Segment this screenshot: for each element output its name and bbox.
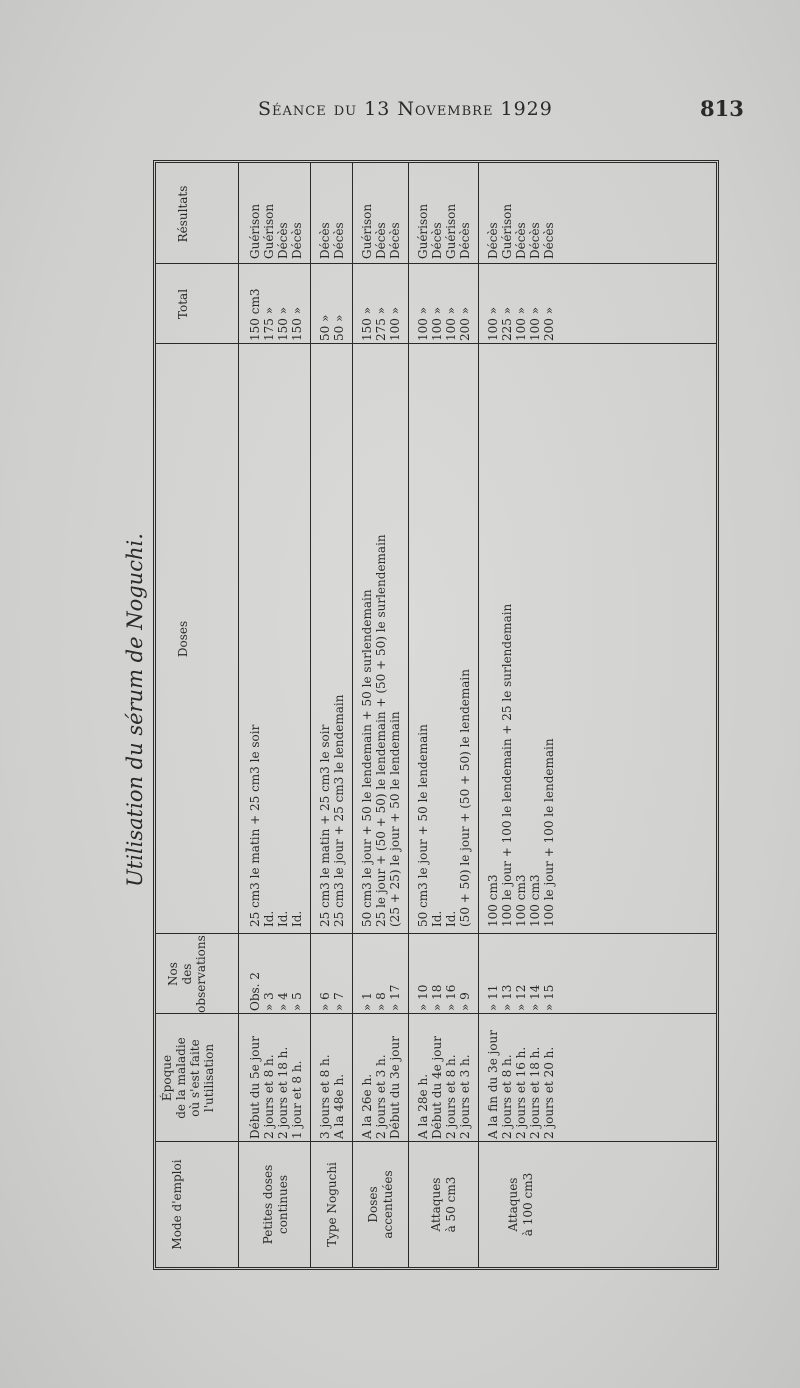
group-mode <box>429 1142 459 1267</box>
group-mode-line: à 50 cm3 <box>444 1176 458 1233</box>
cell-total: 50 » <box>318 314 332 341</box>
cell-total: 225 » <box>500 306 514 341</box>
cell-doses: 100 le jour + 100 le lendemain <box>542 738 556 927</box>
header-total: Total <box>176 288 190 320</box>
cell-epoque: 2 jours et 3 h. <box>374 1054 388 1139</box>
group-mode-line: Attaques <box>506 1177 520 1232</box>
header-line: des <box>180 963 194 985</box>
running-title: Séance du 13 Novembre 1929 <box>258 98 553 120</box>
cell-nos: » 8 <box>374 992 388 1011</box>
cell-total: 200 » <box>458 306 472 341</box>
group-mode <box>506 1142 536 1267</box>
cell-epoque: 2 jours et 18 h. <box>276 1046 290 1139</box>
column-rule <box>156 263 716 264</box>
cell-total: 100 » <box>444 306 458 341</box>
cell-epoque: A la fin du 3e jour <box>486 1029 500 1139</box>
cell-doses: 25 cm3 le jour + 25 cm3 le lendemain <box>332 694 346 927</box>
header-line: l'utilisation <box>202 1043 216 1113</box>
cell-epoque: 2 jours et 8 h. <box>444 1054 458 1139</box>
cell-epoque: Début du 3e jour <box>388 1036 402 1139</box>
cell-epoque: A la 48e h. <box>332 1073 346 1139</box>
cell-resultats: Décès <box>458 222 472 259</box>
cell-epoque: 2 jours et 20 h. <box>542 1046 556 1139</box>
header-line: où s'est faite <box>188 1039 202 1117</box>
header-doses: Doses <box>176 620 190 658</box>
cell-epoque: A la 26e h. <box>360 1073 374 1139</box>
column-rule <box>156 1013 716 1014</box>
cell-total: 150 » <box>360 306 374 341</box>
cell-nos: » 4 <box>276 992 290 1011</box>
group-mode-line: à 100 cm3 <box>521 1172 535 1237</box>
header-line: de la maladie <box>174 1037 188 1119</box>
running-header <box>0 96 800 126</box>
cell-nos: » 7 <box>332 992 346 1011</box>
cell-resultats: Décès <box>374 222 388 259</box>
cell-doses: 50 cm3 le jour + 50 le lendemain + 50 le surlendemain <box>360 589 374 927</box>
cell-doses: 100 cm3 <box>486 874 500 927</box>
group-rule <box>478 163 479 1267</box>
cell-epoque: Début du 4e jour <box>430 1036 444 1139</box>
cell-nos: » 5 <box>290 992 304 1011</box>
cell-epoque: 2 jours et 8 h. <box>500 1054 514 1139</box>
cell-total: 100 » <box>430 306 444 341</box>
group-rule <box>310 163 311 1267</box>
group-mode-line: Type Noguchi <box>324 1162 339 1247</box>
cell-nos: » 16 <box>444 984 458 1011</box>
header-line: Époque <box>160 1054 174 1102</box>
cell-doses: (25 + 25) le jour + 50 le lendemain <box>388 711 402 927</box>
cell-total: 275 » <box>374 306 388 341</box>
cell-total: 100 » <box>514 306 528 341</box>
cell-resultats: Décès <box>318 222 332 259</box>
cell-resultats: Décès <box>290 222 304 259</box>
header-epoque <box>160 1014 216 1142</box>
group-mode-line: continues <box>276 1174 290 1235</box>
cell-resultats: Décès <box>528 222 542 259</box>
cell-total: 100 » <box>416 306 430 341</box>
cell-doses: 100 cm3 <box>528 874 542 927</box>
cell-resultats: Décès <box>276 222 290 259</box>
page-number: 813 <box>700 96 744 121</box>
cell-nos: » 17 <box>388 984 402 1011</box>
rotated-table-block <box>123 150 723 1270</box>
group-mode-line: Attaques <box>429 1177 443 1232</box>
group-mode-line: Petites doses <box>261 1164 275 1245</box>
cell-doses: Id. <box>430 910 444 927</box>
cell-nos: » 15 <box>542 984 556 1011</box>
serum-table <box>153 160 719 1270</box>
column-rule <box>156 343 716 344</box>
cell-nos: » 1 <box>360 992 374 1011</box>
cell-epoque: A la 28e h. <box>416 1073 430 1139</box>
cell-resultats: Décès <box>388 222 402 259</box>
column-rule <box>156 933 716 934</box>
header-nos <box>166 934 208 1014</box>
group-mode-line: accentuées <box>381 1170 395 1239</box>
group-mode <box>261 1142 291 1267</box>
cell-epoque: 2 jours et 18 h. <box>528 1046 542 1139</box>
cell-epoque: 2 jours et 3 h. <box>458 1054 472 1139</box>
cell-total: 150 » <box>290 306 304 341</box>
cell-resultats: Décès <box>332 222 346 259</box>
cell-doses: Id. <box>262 910 276 927</box>
cell-nos: » 18 <box>430 984 444 1011</box>
cell-doses: 100 le jour + 100 le lendemain + 25 le surlendemain <box>500 603 514 927</box>
header-line: observations <box>194 935 208 1013</box>
table-title: Utilisation du sérum de Noguchi. <box>123 533 147 887</box>
group-rule <box>408 163 409 1267</box>
cell-resultats: Guérison <box>248 203 262 259</box>
cell-epoque: 1 jour et 8 h. <box>290 1060 304 1139</box>
cell-total: 50 » <box>332 314 346 341</box>
header-resultats: Résultats <box>176 185 190 243</box>
cell-total: 150 » <box>276 306 290 341</box>
cell-nos: » 6 <box>318 992 332 1011</box>
group-mode-line: Doses <box>366 1186 380 1223</box>
cell-resultats: Décès <box>486 222 500 259</box>
cell-doses: 25 le jour + (50 + 50) le lendemain + (50 + 50) le surlendemain <box>374 534 388 927</box>
cell-nos: » 12 <box>514 984 528 1011</box>
cell-doses: 25 cm3 le matin + 25 cm3 le soir <box>318 724 332 927</box>
group-rule <box>352 163 353 1267</box>
cell-resultats: Guérison <box>416 203 430 259</box>
cell-doses: 25 cm3 le matin + 25 cm3 le soir <box>248 724 262 927</box>
header-rule <box>238 163 239 1267</box>
cell-doses: 100 cm3 <box>514 874 528 927</box>
cell-total: 100 » <box>486 306 500 341</box>
cell-resultats: Décès <box>542 222 556 259</box>
cell-nos: » 14 <box>528 984 542 1011</box>
column-rule <box>156 1141 716 1142</box>
cell-nos: » 13 <box>500 984 514 1011</box>
cell-doses: 50 cm3 le jour + 50 le lendemain <box>416 724 430 927</box>
cell-resultats: Guérison <box>444 203 458 259</box>
cell-resultats: Guérison <box>262 203 276 259</box>
cell-total: 100 » <box>528 306 542 341</box>
cell-epoque: 2 jours et 8 h. <box>262 1054 276 1139</box>
header-mode: Mode d'emploi <box>170 1159 184 1250</box>
cell-nos: » 3 <box>262 992 276 1011</box>
cell-total: 150 cm3 <box>248 288 262 341</box>
cell-doses: Id. <box>276 910 290 927</box>
cell-nos: » 10 <box>416 984 430 1011</box>
header-line: Nos <box>166 962 180 986</box>
cell-total: 200 » <box>542 306 556 341</box>
cell-nos: » 11 <box>486 984 500 1011</box>
cell-resultats: Décès <box>430 222 444 259</box>
cell-total: 100 » <box>388 306 402 341</box>
cell-doses: (50 + 50) le jour + (50 + 50) le lendemain <box>458 669 472 927</box>
cell-epoque: 3 jours et 8 h. <box>318 1054 332 1139</box>
cell-doses: Id. <box>290 910 304 927</box>
cell-nos: » 9 <box>458 992 472 1011</box>
cell-epoque: Début du 5e jour <box>248 1036 262 1139</box>
cell-resultats: Guérison <box>360 203 374 259</box>
group-mode <box>325 1142 340 1267</box>
cell-resultats: Guérison <box>500 203 514 259</box>
cell-epoque: 2 jours et 16 h. <box>514 1046 528 1139</box>
cell-resultats: Décès <box>514 222 528 259</box>
group-mode <box>366 1142 396 1267</box>
cell-doses: Id. <box>444 910 458 927</box>
cell-total: 175 » <box>262 306 276 341</box>
cell-nos: Obs. 2 <box>248 972 262 1011</box>
